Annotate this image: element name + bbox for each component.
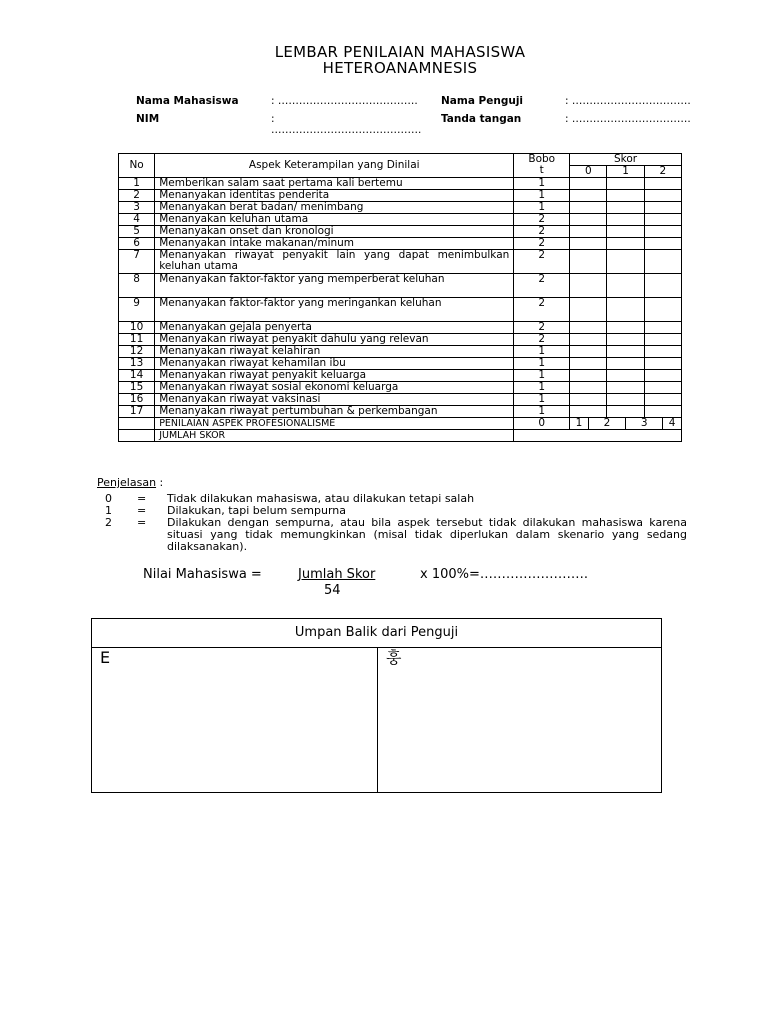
score-cell-0[interactable]: [570, 190, 607, 202]
row-aspek: Menanyakan riwayat kelahiran: [155, 346, 514, 358]
legend-text-0: Tidak dilakukan mahasiswa, atau dilakukan tetapi salah: [167, 492, 475, 505]
row-aspek: Menanyakan intake makanan/minum: [155, 238, 514, 250]
legend-code-0: 0: [105, 492, 112, 505]
score-cell-0[interactable]: [570, 250, 607, 274]
score-cell-1[interactable]: [607, 250, 644, 274]
score-cell-0[interactable]: [570, 370, 607, 382]
row-no: 6: [119, 238, 155, 250]
score-cell-1[interactable]: [607, 322, 644, 334]
row-aspek: Menanyakan riwayat penyakit dahulu yang relevan: [155, 334, 514, 346]
formula-denominator: 54: [324, 583, 341, 598]
score-cell-2[interactable]: [644, 274, 681, 298]
legend-text-2: Dilakukan dengan sempurna, atau bila aspek tersebut tidak dilakukan mahasiswa karena situasi yang tidak memungkinkan (misal tidak diperlukan dalam skenario yang sedang dilaksanakan).: [167, 516, 687, 553]
header-skor-0: 0: [570, 166, 607, 178]
score-cell-1[interactable]: [607, 334, 644, 346]
profesionalisme-label: PENILAIAN ASPEK PROFESIONALISME: [155, 418, 514, 430]
score-cell-2[interactable]: [644, 238, 681, 250]
score-cell-2[interactable]: [644, 370, 681, 382]
nama-mahasiswa-field[interactable]: : ………………………………….: [271, 95, 418, 107]
row-bobot: 1: [514, 370, 570, 382]
penjelasan-colon: :: [156, 476, 164, 489]
row-bobot: 2: [514, 322, 570, 334]
formula-prefix: Nilai Mahasiswa =: [143, 567, 262, 582]
row-aspek: Menanyakan faktor-faktor yang memperberat keluhan: [155, 274, 514, 298]
profesionalisme-scale-2[interactable]: 2: [588, 418, 625, 430]
table-row: [119, 250, 682, 274]
table-row: [119, 238, 682, 250]
score-cell-2[interactable]: [644, 298, 681, 322]
score-cell-2[interactable]: [644, 214, 681, 226]
feedback-box: [91, 618, 662, 793]
header-aspek: Aspek Keterampilan yang Dinilai: [155, 154, 514, 178]
row-bobot: 1: [514, 190, 570, 202]
nim-label: NIM: [136, 113, 160, 125]
header-skor-1: 1: [607, 166, 644, 178]
row-aspek: Menanyakan berat badan/ menimbang: [155, 202, 514, 214]
score-cell-2[interactable]: [644, 202, 681, 214]
row-aspek: Menanyakan riwayat penyakit lain yang dapat menimbulkan keluhan utama: [155, 250, 514, 274]
table-row: [119, 274, 682, 298]
score-cell-1[interactable]: [607, 178, 644, 190]
score-cell-1[interactable]: [607, 394, 644, 406]
score-cell-1[interactable]: [607, 358, 644, 370]
row-bobot: 1: [514, 346, 570, 358]
row-no: 7: [119, 250, 155, 274]
score-cell-0[interactable]: [570, 382, 607, 394]
row-aspek: Menanyakan gejala penyerta: [155, 322, 514, 334]
row-no: 1: [119, 178, 155, 190]
score-cell-2[interactable]: [644, 322, 681, 334]
header-skor: Skor: [570, 154, 682, 166]
table-row: [119, 334, 682, 346]
row-no: 5: [119, 226, 155, 238]
score-cell-0[interactable]: [570, 178, 607, 190]
row-no: 14: [119, 370, 155, 382]
score-cell-2[interactable]: [644, 406, 681, 418]
score-cell-0[interactable]: [570, 334, 607, 346]
table-row: [119, 382, 682, 394]
row-no: 16: [119, 394, 155, 406]
header-no: No: [119, 154, 155, 178]
score-cell-1[interactable]: [607, 274, 644, 298]
row-aspek: Menanyakan riwayat pertumbuhan & perkembangan: [155, 406, 514, 418]
row-bobot: 2: [514, 298, 570, 322]
feedback-left-glyph: E: [100, 648, 111, 667]
profesionalisme-row: [119, 418, 682, 430]
jumlah-no: [119, 430, 155, 442]
tanda-tangan-label: Tanda tangan: [441, 113, 522, 125]
score-cell-1[interactable]: [607, 406, 644, 418]
row-bobot: 2: [514, 214, 570, 226]
row-no: 15: [119, 382, 155, 394]
row-no: 11: [119, 334, 155, 346]
row-no: 8: [119, 274, 155, 298]
table-row: [119, 226, 682, 238]
table-row: [119, 346, 682, 358]
score-cell-0[interactable]: [570, 358, 607, 370]
profesionalisme-no: [119, 418, 155, 430]
table-row: [119, 178, 682, 190]
row-no: 9: [119, 298, 155, 322]
table-row: [119, 202, 682, 214]
row-bobot: 1: [514, 202, 570, 214]
score-cell-1[interactable]: [607, 202, 644, 214]
formula-numerator: Jumlah Skor: [298, 567, 376, 582]
score-cell-2[interactable]: [644, 178, 681, 190]
score-cell-0[interactable]: [570, 202, 607, 214]
row-bobot: 2: [514, 334, 570, 346]
feedback-title: Umpan Balik dari Penguji: [92, 619, 661, 648]
score-cell-2[interactable]: [644, 382, 681, 394]
jumlah-value[interactable]: [514, 430, 682, 442]
nama-penguji-field[interactable]: : …………………………….: [565, 95, 691, 107]
header-skor-2: 2: [644, 166, 681, 178]
score-cell-0[interactable]: [570, 214, 607, 226]
row-no: 10: [119, 322, 155, 334]
row-aspek: Menanyakan keluhan utama: [155, 214, 514, 226]
jumlah-row: [119, 430, 682, 442]
penjelasan-label: Penjelasan: [97, 476, 157, 489]
score-cell-2[interactable]: [644, 226, 681, 238]
table-row: [119, 322, 682, 334]
row-aspek: Menanyakan riwayat kehamilan ibu: [155, 358, 514, 370]
header-bobot: Bobo t: [514, 154, 570, 178]
score-cell-1[interactable]: [607, 346, 644, 358]
formula-suffix: x 100%=…………………….: [420, 567, 589, 582]
row-aspek: Menanyakan faktor-faktor yang meringankan keluhan: [155, 298, 514, 322]
document-title-line2: HETEROANAMNESIS: [322, 59, 478, 77]
feedback-left-area[interactable]: [92, 648, 378, 792]
table-row: [119, 190, 682, 202]
row-no: 3: [119, 202, 155, 214]
row-bobot: 1: [514, 358, 570, 370]
jumlah-label: JUMLAH SKOR: [155, 430, 514, 442]
row-no: 4: [119, 214, 155, 226]
document-title-line1: LEMBAR PENILAIAN MAHASISWA: [274, 43, 526, 61]
score-cell-1[interactable]: [607, 370, 644, 382]
score-cell-2[interactable]: [644, 394, 681, 406]
profesionalisme-scale-3[interactable]: 3: [626, 418, 663, 430]
score-cell-0[interactable]: [570, 226, 607, 238]
score-cell-0[interactable]: [570, 406, 607, 418]
score-cell-1[interactable]: [607, 214, 644, 226]
nama-mahasiswa-label: Nama Mahasiswa: [136, 95, 239, 107]
row-bobot: 1: [514, 394, 570, 406]
table-row: [119, 298, 682, 322]
row-bobot: 2: [514, 226, 570, 238]
row-bobot: 2: [514, 238, 570, 250]
legend-code-1: 1: [105, 504, 112, 517]
row-bobot: 2: [514, 274, 570, 298]
penjelasan-heading: [97, 476, 163, 489]
score-cell-0[interactable]: [570, 238, 607, 250]
row-bobot: 1: [514, 406, 570, 418]
score-cell-2[interactable]: [644, 250, 681, 274]
row-aspek: Menanyakan riwayat penyakit keluarga: [155, 370, 514, 382]
legend-eq-0: =: [137, 492, 147, 505]
profesionalisme-scale-1[interactable]: 1: [570, 418, 589, 430]
score-cell-1[interactable]: [607, 382, 644, 394]
row-no: 17: [119, 406, 155, 418]
score-cell-0[interactable]: [570, 274, 607, 298]
score-cell-1[interactable]: [607, 238, 644, 250]
table-row: [119, 406, 682, 418]
row-no: 12: [119, 346, 155, 358]
score-cell-2[interactable]: [644, 334, 681, 346]
nim-field[interactable]: …………………………………….: [271, 124, 422, 136]
profesionalisme-scale-4[interactable]: 4: [663, 418, 682, 430]
nim-field-colon: :: [271, 113, 275, 125]
legend-eq-1: =: [137, 504, 147, 517]
feedback-right-glyph: 훙: [386, 648, 402, 667]
assessment-table: [118, 153, 682, 442]
tanda-tangan-field[interactable]: : …………………………….: [565, 113, 691, 125]
legend-text-1: Dilakukan, tapi belum sempurna: [167, 504, 346, 517]
score-cell-0[interactable]: [570, 394, 607, 406]
row-aspek: Menanyakan identitas penderita: [155, 190, 514, 202]
score-cell-2[interactable]: [644, 358, 681, 370]
row-aspek: Memberikan salam saat pertama kali bertemu: [155, 178, 514, 190]
row-bobot: 1: [514, 382, 570, 394]
legend-code-2: 2: [105, 516, 112, 529]
feedback-right-area[interactable]: [378, 648, 661, 792]
score-cell-1[interactable]: [607, 226, 644, 238]
nama-penguji-label: Nama Penguji: [441, 95, 524, 107]
profesionalisme-scale-0[interactable]: 0: [514, 418, 570, 430]
table-row: [119, 214, 682, 226]
table-row: [119, 358, 682, 370]
row-aspek: Menanyakan onset dan kronologi: [155, 226, 514, 238]
row-no: 13: [119, 358, 155, 370]
score-cell-0[interactable]: [570, 298, 607, 322]
score-cell-2[interactable]: [644, 190, 681, 202]
score-cell-2[interactable]: [644, 346, 681, 358]
row-aspek: Menanyakan riwayat sosial ekonomi keluarga: [155, 382, 514, 394]
table-row: [119, 370, 682, 382]
score-cell-0[interactable]: [570, 346, 607, 358]
row-no: 2: [119, 190, 155, 202]
row-bobot: 1: [514, 178, 570, 190]
score-cell-1[interactable]: [607, 298, 644, 322]
row-aspek: Menanyakan riwayat vaksinasi: [155, 394, 514, 406]
legend-eq-2: =: [137, 516, 147, 529]
score-cell-1[interactable]: [607, 190, 644, 202]
row-bobot: 2: [514, 250, 570, 274]
table-row: [119, 394, 682, 406]
score-cell-0[interactable]: [570, 322, 607, 334]
